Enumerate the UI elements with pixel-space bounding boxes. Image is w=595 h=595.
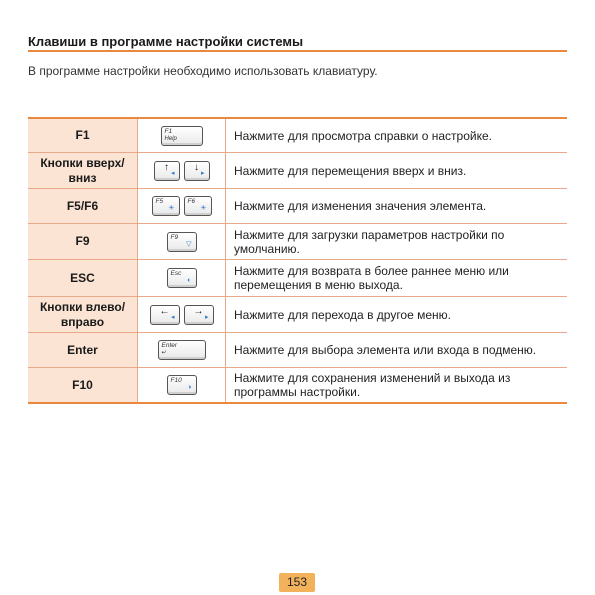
key-image-cell [138, 368, 226, 402]
esc-key-icon: Esc ◐ [167, 268, 197, 288]
f1-key-icon: F1 Help [161, 126, 203, 146]
key-description: Нажмите для сохранения изменений и выхода из программы настройки. [234, 371, 511, 399]
key-image-cell [138, 333, 226, 367]
arrow-left-key-icon: ← ◂ [150, 305, 180, 325]
key-name: F5/F6 [28, 189, 138, 223]
table-row [28, 260, 567, 297]
f9-key-icon: F9 ▽ [167, 232, 197, 252]
key-description: Нажмите для выбора элемента или входа в подменю. [234, 343, 537, 357]
table-row [28, 224, 567, 260]
section-heading: Клавиши в программе настройки системы [28, 34, 304, 49]
key-description: Нажмите для изменения значения элемента. [234, 199, 487, 213]
key-name: F9 [28, 224, 138, 259]
f10-key-icon: F10 ◑ [167, 375, 197, 395]
arrow-down-key-icon: ↓ ▸ [184, 161, 210, 181]
key-description: Нажмите для перемещения вверх и вниз. [234, 163, 467, 178]
f5-key-icon: F5 ☀ [152, 196, 180, 216]
table-row [28, 333, 567, 368]
table-row [28, 189, 567, 224]
heading-divider [28, 50, 567, 52]
key-image-cell [138, 297, 226, 332]
key-description: Нажмите для перехода в другое меню. [234, 307, 451, 322]
key-description: Нажмите для возврата в более раннее меню или перемещения в меню выхода. [234, 264, 509, 292]
key-description: Нажмите для загрузки параметров настройки по умолчанию. [234, 227, 505, 256]
keys-table [28, 117, 567, 404]
table-row [28, 368, 567, 402]
f6-key-icon: F6 ☀ [184, 196, 212, 216]
arrow-up-key-icon: ↑ ◂ [154, 161, 180, 181]
key-name: Enter [28, 333, 138, 367]
key-name: F1 [28, 119, 138, 152]
key-name: ESC [28, 260, 138, 296]
key-image-cell [138, 260, 226, 296]
key-name: Кнопки вверх/ вниз [28, 153, 138, 188]
key-description: Нажмите для просмотра справки о настройке. [234, 128, 492, 143]
key-image-cell [138, 189, 226, 223]
intro-text: В программе настройки необходимо использовать клавиатуру. [28, 64, 378, 78]
arrow-right-key-icon: → ▸ [184, 305, 214, 325]
key-image-cell [138, 119, 226, 152]
key-name: Кнопки влево/ вправо [28, 297, 138, 332]
table-row [28, 297, 567, 333]
key-name: F10 [28, 368, 138, 402]
key-image-cell [138, 153, 226, 188]
table-row [28, 153, 567, 189]
table-row [28, 119, 567, 153]
key-image-cell [138, 224, 226, 259]
enter-key-icon: Enter ↵ [158, 340, 206, 360]
page-number: 153 [279, 573, 315, 592]
